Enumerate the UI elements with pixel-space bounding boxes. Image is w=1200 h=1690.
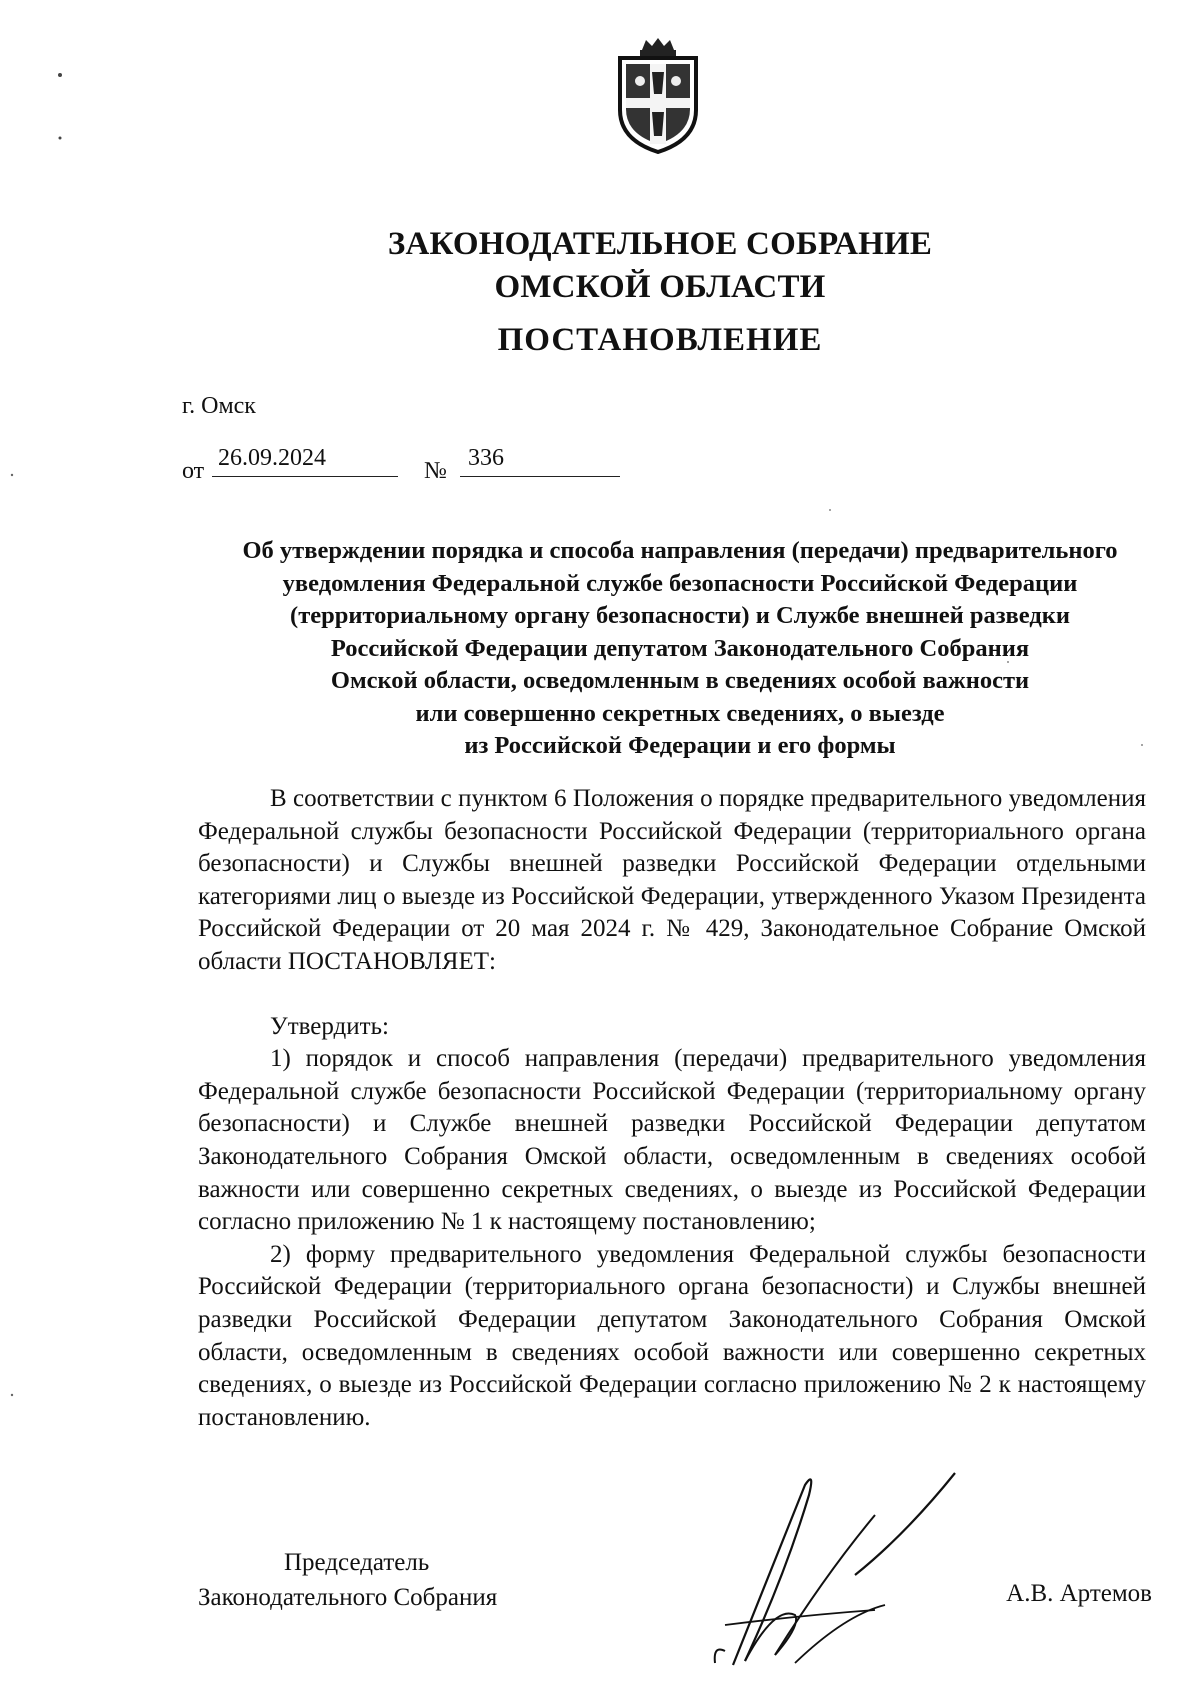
document-heading bbox=[200, 535, 1160, 763]
city-label: г. Омск bbox=[182, 393, 256, 419]
signatory-name: А.В. Артемов bbox=[1006, 1580, 1152, 1607]
item-2-paragraph: 2) форму предварительного уведомления Федеральной службы безопасности Российской Федерации (территориального органа безопасности) и Службы внешней разведки Российской Федерации депутатом Законодательного Собрания Омской области, осведомленным в сведениях особой важности или совершенно секретных сведениях, о выезде из Российской Федерации согласно приложению № 2 к настоящему постановлению. bbox=[198, 1240, 1146, 1431]
signatory-title bbox=[198, 1545, 497, 1615]
org-line-1: ЗАКОНОДАТЕЛЬНОЕ СОБРАНИЕ bbox=[387, 226, 933, 262]
signatory-title-line-1: Председатель bbox=[284, 1549, 430, 1576]
heading-line: Об утверждении порядка и способа направления (передачи) предварительного bbox=[242, 537, 1118, 564]
document-type-title: ПОСТАНОВЛЕНИЕ bbox=[497, 322, 823, 358]
preamble-paragraph: В соответствии с пунктом 6 Положения о порядке предварительного уведомления Федеральной службы безопасности Российской Федерации (территориального органа безопасности) и Службы внешней разведки Российской Федерации отдельными категориями лиц о выезде из Российской Федерации, утвержденного Указом Президента Российской Федерации от 20 мая 2024 г. № 429, Законодательное Собрание Омской области ПОСТАНОВЛЯЕТ: bbox=[198, 785, 1146, 975]
document-date: 26.09.2024 bbox=[212, 440, 398, 477]
date-number-line bbox=[182, 440, 622, 484]
heading-line: или совершенно секретных сведениях, о выезде bbox=[415, 699, 945, 727]
heading-line: Омской области, осведомленным в сведениях особой важности bbox=[330, 667, 1030, 694]
document-body bbox=[198, 783, 1146, 1434]
heading-line: уведомления Федеральной службе безопасности Российской Федерации bbox=[282, 569, 1078, 597]
number-prefix: № bbox=[424, 458, 447, 484]
item-1-paragraph: 1) порядок и способ направления (передачи) предварительного уведомления Федеральной службе безопасности Российской Федерации (территориальному органу безопасности) и Службе внешней разведки Российской Федерации депутатом Законодательного Собрания Омской области, осведомленным в сведениях особой важности или совершенно секретных сведениях, о выезде из Российской Федерации согласно приложению № 1 к настоящему постановлению; bbox=[198, 1045, 1146, 1236]
heading-line: Российской Федерации депутатом Законодательного Собрания bbox=[330, 634, 1030, 662]
heading-line: (территориальному органу безопасности) и Службе внешней разведки bbox=[290, 602, 1070, 629]
signatory-title-line-2: Законодательного Собрания bbox=[198, 1584, 498, 1611]
organization-name bbox=[300, 223, 1020, 309]
coat-of-arms-emblem bbox=[612, 36, 704, 154]
date-prefix: от bbox=[182, 458, 205, 484]
handwritten-signature bbox=[705, 1465, 965, 1670]
heading-line: из Российской Федерации и его формы bbox=[464, 732, 896, 759]
org-line-2: ОМСКОЙ ОБЛАСТИ bbox=[494, 269, 826, 305]
decree-paragraph: Утвердить: bbox=[270, 1012, 389, 1040]
document-number: 336 bbox=[460, 440, 620, 477]
